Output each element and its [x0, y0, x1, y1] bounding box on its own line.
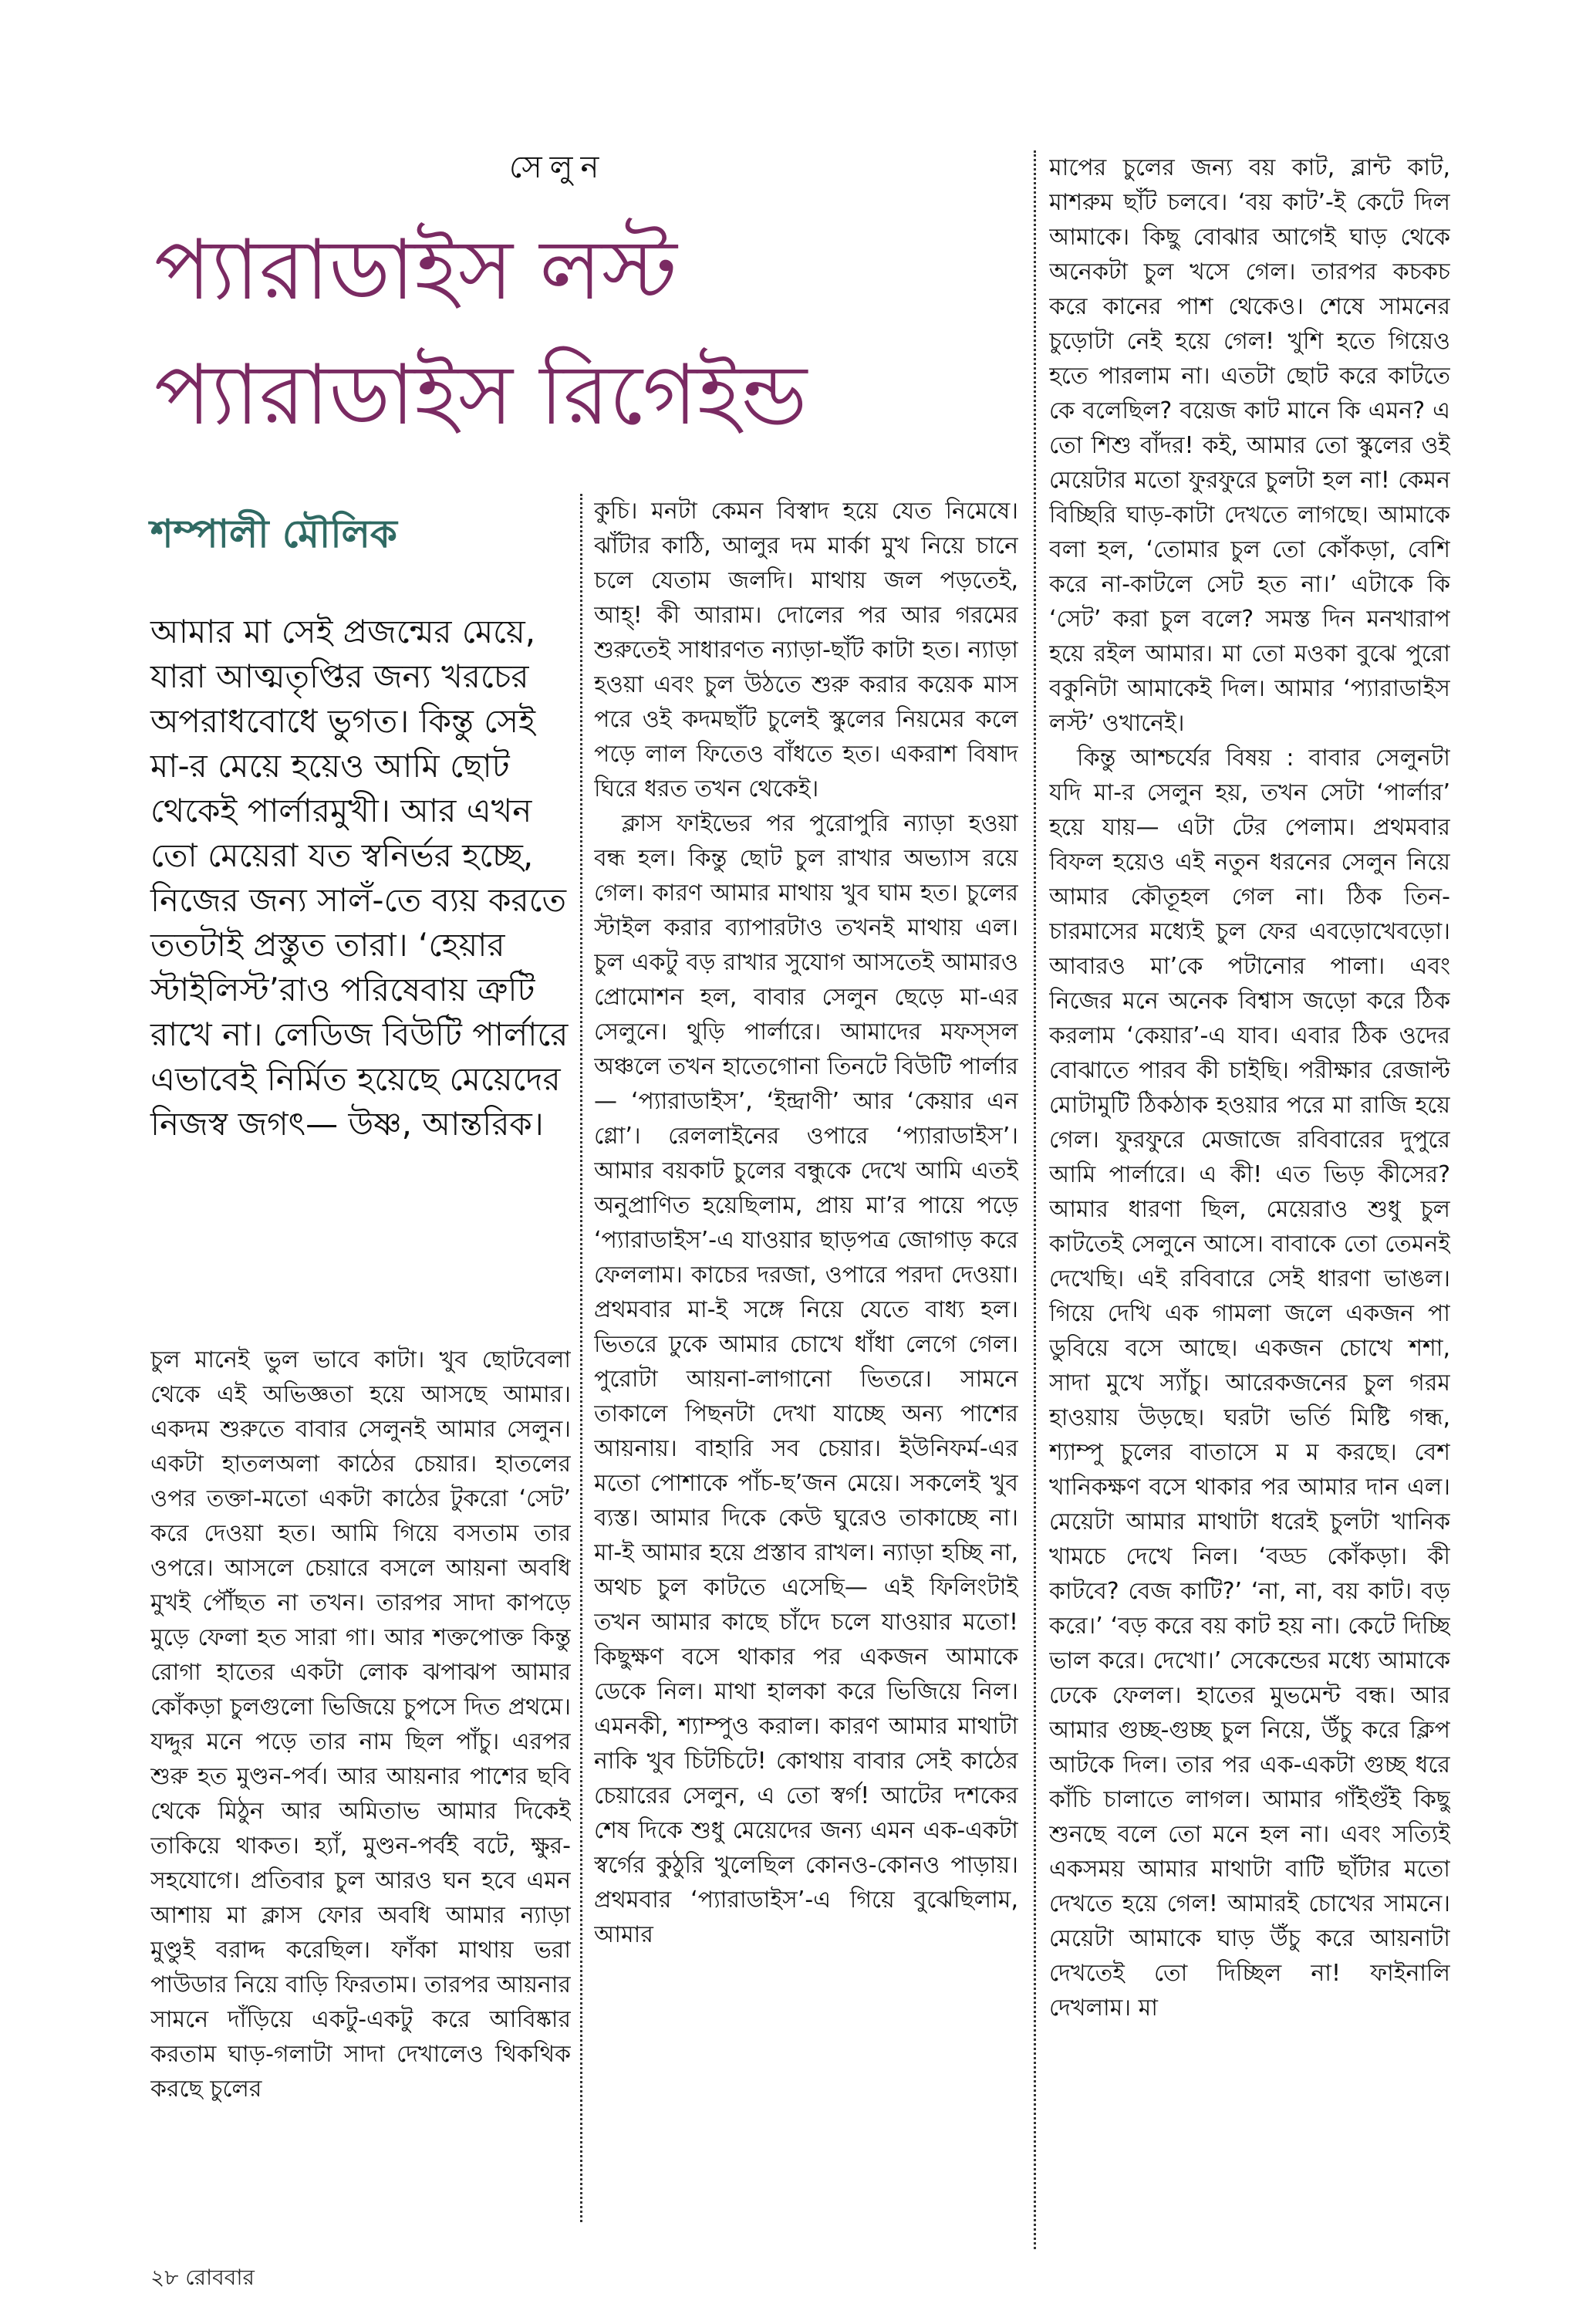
standfirst	[150, 610, 582, 1147]
section-kicker: সেলুন	[509, 150, 607, 185]
publication-name: রোববার	[185, 2265, 255, 2290]
body-paragraph: মাপের চুলের জন্য বয় কাট, ব্লান্ট কাট, মাশরুম ছাঁট চলবে। ‘বয় কাট’-ই কেটে দিল আমাকে। কিছু বোঝার আগেই ঘাড় থেকে অনেকটা চুল খসে গেল। তারপর কচকচ করে কানের পাশ থেকেও। শেষে সামনের চুড়োটা নেই হয়ে গেল! খুশি হতে গিয়েও হতে পারলাম না। এতটা ছোট করে কাটতে কে বলেছিল? বয়েজ কাট মানে কি এমন? এ তো শিশু বাঁদর! কই, আমার তো স্কুলের ওই মেয়েটার মতো ফুরফুরে চুলটা হল না! কেমন বিচ্ছিরি ঘাড়-কাটা দেখতে লাগছে। আমাকে বলা হল, ‘তোমার চুল তো কোঁকড়া, বেশি করে না-কাটলে সেট হত না।’ এটাকে কি ‘সেট’ করা চুল বলে? সমস্ত দিন মনখারাপ হয়ে রইল আমার। মা তো মওকা বুঝে পুরো বকুনিটা আমাকেই দিল। আমার ‘প্যারাডাইস লস্ট’ ওখানেই।	[1049, 154, 1450, 737]
body-column-3	[1049, 150, 1450, 2241]
headline-line-1: প্যারাডাইস লস্ট	[154, 222, 677, 319]
headline	[154, 208, 1003, 458]
page-number: ২৮	[150, 2265, 179, 2290]
column-divider	[580, 494, 582, 2222]
page-folio	[150, 2261, 459, 2297]
headline-line-2: প্যারাডাইস রিগেইন্ড	[154, 347, 808, 444]
column-divider	[1034, 150, 1036, 2249]
body-paragraph: ক্লাস ফাইভের পর পুরোপুরি ন্যাড়া হওয়া বন্ধ হল। কিন্তু ছোট চুল রাখার অভ্যাস রয়ে গেল। কারণ আমার মাথায় খুব ঘাম হত। চুলের স্টাইল করার ব্যাপারটাও তখনই মাথায় এল। চুল একটু বড় রাখার সুযোগ আসতেই আমারও প্রোমোশন হল, বাবার সেলুন ছেড়ে মা-এর সেলুনে। থুড়ি পার্লারে। আমাদের মফস্সল অঞ্চলে তখন হাতেগোনা তিনটে বিউটি পার্লার— ‘প্যারাডাইস’, ‘ইন্দ্রাণী’ আর ‘কেয়ার এন গ্লো’। রেললাইনের ওপারে ‘প্যারাডাইস’। আমার বয়কাট চুলের বন্ধুকে দেখে আমি এতই অনুপ্রাণিত হয়েছিলাম, প্রায় মা’র পায়ে পড়ে ‘প্যারাডাইস’-এ যাওয়ার ছাড়পত্র জোগাড় করে ফেললাম। কাচের দরজা, ওপারে পরদা দেওয়া। প্রথমবার মা-ই সঙ্গে নিয়ে যেতে বাধ্য হল। ভিতরে ঢুকে আমার চোখে ধাঁধা লেগে গেল। পুরোটা আয়না-লাগানো ভিতরে। সামনে তাকালে পিছনটা দেখা যাচ্ছে অন্য পাশের আয়নায়। বাহারি সব চেয়ার। ইউনিফর্ম-এর মতো পোশাকে পাঁচ-ছ’জন মেয়ে। সকলেই খুব ব্যস্ত। আমার দিকে কেউ ঘুরেও তাকাচ্ছে না। মা-ই আমার হয়ে প্রস্তাব রাখল। ন্যাড়া হচ্ছি না, অথচ চুল কাটতে এসেছি— এই ফিলিংটাই তখন আমার কাছে চাঁদে চলে যাওয়ার মতো! কিছুক্ষণ বসে থাকার পর একজন আমাকে ডেকে নিল। মাথা হালকা করে ভিজিয়ে নিল। এমনকী, শ্যাম্পুও করাল। কারণ আমার মাথাটা নাকি খুব চিটচিটে! কোথায় বাবার সেই কাঠের চেয়ারের সেলুন, এ তো স্বর্গ! আটের দশকের শেষ দিকে শুধু মেয়েদের জন্য এমন এক-একটা স্বর্গের কুঠুরি খুলেছিল কোনও-কোনও পাড়ায়। প্রথমবার ‘প্যারাডাইস’-এ গিয়ে বুঝেছিলাম, আমার	[594, 810, 1018, 1948]
body-column-2	[594, 494, 1018, 2230]
body-paragraph: কিন্তু আশ্চর্যের বিষয় : বাবার সেলুনটা যদি মা-র সেলুন হয়, তখন সেটা ‘পার্লার’ হয়ে যায়— এটা টের পেলাম। প্রথমবার বিফল হয়েও এই নতুন ধরনের সেলুন নিয়ে আমার কৌতূহল গেল না। ঠিক তিন-চারমাসের মধ্যেই চুল ফের এবড়োখেবড়ো। আবারও মা’কে পটানোর পালা। এবং নিজের মনে অনেক বিশ্বাস জড়ো করে ঠিক করলাম ‘কেয়ার’-এ যাব। এবার ঠিক ওদের বোঝাতে পারব কী চাইছি। পরীক্ষার রেজাল্ট মোটামুটি ঠিকঠাক হওয়ার পরে মা রাজি হয়ে গেল। ফুরফুরে মেজাজে রবিবারের দুপুরে আমি পার্লারে। এ কী! এত ভিড় কীসের? আমার ধারণা ছিল, মেয়েরাও শুধু চুল কাটতেই সেলুনে আসে। বাবাকে তো তেমনই দেখেছি। এই রবিবারে সেই ধারণা ভাঙল। গিয়ে দেখি এক গামলা জলে একজন পা ডুবিয়ে বসে আছে। একজন চোখে শশা, সাদা মুখে স্যাঁচু। আরেকজনের চুল গরম হাওয়ায় উড়ছে। ঘরটা ভর্তি মিষ্টি গন্ধ, শ্যাম্পু চুলের বাতাসে ম ম করছে। বেশ খানিকক্ষণ বসে থাকার পর আমার দান এল। মেয়েটা আমার মাথাটা ধরেই চুলটা খানিক খামচে দেখে নিল। ‘বড্ড কোঁকড়া। কী কাটবে? বেজ কাটি?’ ‘না, না, বয় কাট। বড় করে।’ ‘বড় করে বয় কাট হয় না। কেটে দিচ্ছি ভাল করে। দেখো।’ সেকেন্ডের মধ্যে আমাকে ঢেকে ফেলল। হাতের মুভমেন্ট বন্ধ। আর আমার গুচ্ছ-গুচ্ছ চুল নিয়ে, উঁচু করে ক্লিপ আটকে দিল। তার পর এক-একটা গুচ্ছ ধরে কাঁচি চালাতে লাগল। আমার গাঁইগুঁই কিছু শুনছে বলে তো মনে হল না। এবং সত্যিই একসময় আমার মাথাটা বাটি ছাঁটার মতো দেখতে হয়ে গেল! আমারই চোখের সামনে। মেয়েটা আমাকে ঘাড় উঁচু করে আয়নাটা দেখতেই তো দিচ্ছিল না! ফাইনালি দেখলাম। মা	[1049, 745, 1450, 2022]
body-column-1	[150, 1343, 571, 2230]
author-byline: শম্পালী মৌলিক	[150, 512, 397, 556]
standfirst-text: আমার মা সেই প্রজন্মের মেয়ে, যারা আত্মতৃপ্তির জন্য খরচের অপরাধবোধে ভুগত। কিন্তু সেই মা-র মেয়ে হয়েও আমি ছোট থেকেই পার্লারমুখী। আর এখন তো মেয়েরা যত স্বনির্ভর হচ্ছে, নিজের জন্য সালঁ-তে ব্যয় করতে ততটাই প্রস্তুত তারা। ‘হেয়ার স্টাইলিস্ট’রাও পরিষেবায় ত্রুটি রাখে না। লেডিজ বিউটি পার্লারে এভাবেই নির্মিত হয়েছে মেয়েদের নিজস্ব জগৎ— উষ্ণ, আন্তরিক।	[150, 613, 569, 1143]
body-paragraph: কুচি। মনটা কেমন বিস্বাদ হয়ে যেত নিমেষে। ঝাঁটার কাঠি, আলুর দম মার্কা মুখ নিয়ে চানে চলে যেতাম জলদি। মাথায় জল পড়তেই, আহ্! কী আরাম। দোলের পর আর গরমের শুরুতেই সাধারণত ন্যাড়া-ছাঁট কাটা হত। ন্যাড়া হওয়া এবং চুল উঠতে শুরু করার কয়েক মাস পরে ওই কদমছাঁট চুলেই স্কুলের নিয়মের কলে পড়ে লাল ফিতেও বাঁধতে হত। একরাশ বিষাদ ঘিরে ধরত তখন থেকেই।	[594, 498, 1018, 802]
body-paragraph: চুল মানেই ভুল ভাবে কাটা। খুব ছোটবেলা থেকে এই অভিজ্ঞতা হয়ে আসছে আমার। একদম শুরুতে বাবার সেলুনই আমার সেলুন। একটা হাতলঅলা কাঠের চেয়ার। হাতলের ওপর তক্তা-মতো একটা কাঠের টুকরো ‘সেট’ করে দেওয়া হত। আমি গিয়ে বসতাম তার ওপরে। আসলে চেয়ারে বসলে আয়না অবধি মুখই পৌঁছত না তখন। তারপর সাদা কাপড়ে মুড়ে ফেলা হত সারা গা। আর শক্তপোক্ত কিন্তু রোগা হাতের একটা লোক ঝপাঝপ আমার কোঁকড়া চুলগুলো ভিজিয়ে চুপসে দিত প্রথমে। যদ্দুর মনে পড়ে তার নাম ছিল পাঁচু। এরপর শুরু হত মুণ্ডন-পর্ব। আর আয়নার পাশের ছবি থেকে মিঠুন আর অমিতাভ আমার দিকেই তাকিয়ে থাকত। হ্যাঁ, মুণ্ডন-পর্বই বটে, ক্ষুর-সহযোগে। প্রতিবার চুল আরও ঘন হবে এমন আশায় মা ক্লাস ফোর অবধি আমার ন্যাড়া মুণ্ডুই বরাদ্দ করেছিল। ফাঁকা মাথায় ভরা পাউডার নিয়ে বাড়ি ফিরতাম। তারপর আয়নার সামনে দাঁড়িয়ে একটু-একটু করে আবিষ্কার করতাম ঘাড়-গলাটা সাদা দেখালেও থিকথিক করছে চুলের	[150, 1346, 571, 2103]
